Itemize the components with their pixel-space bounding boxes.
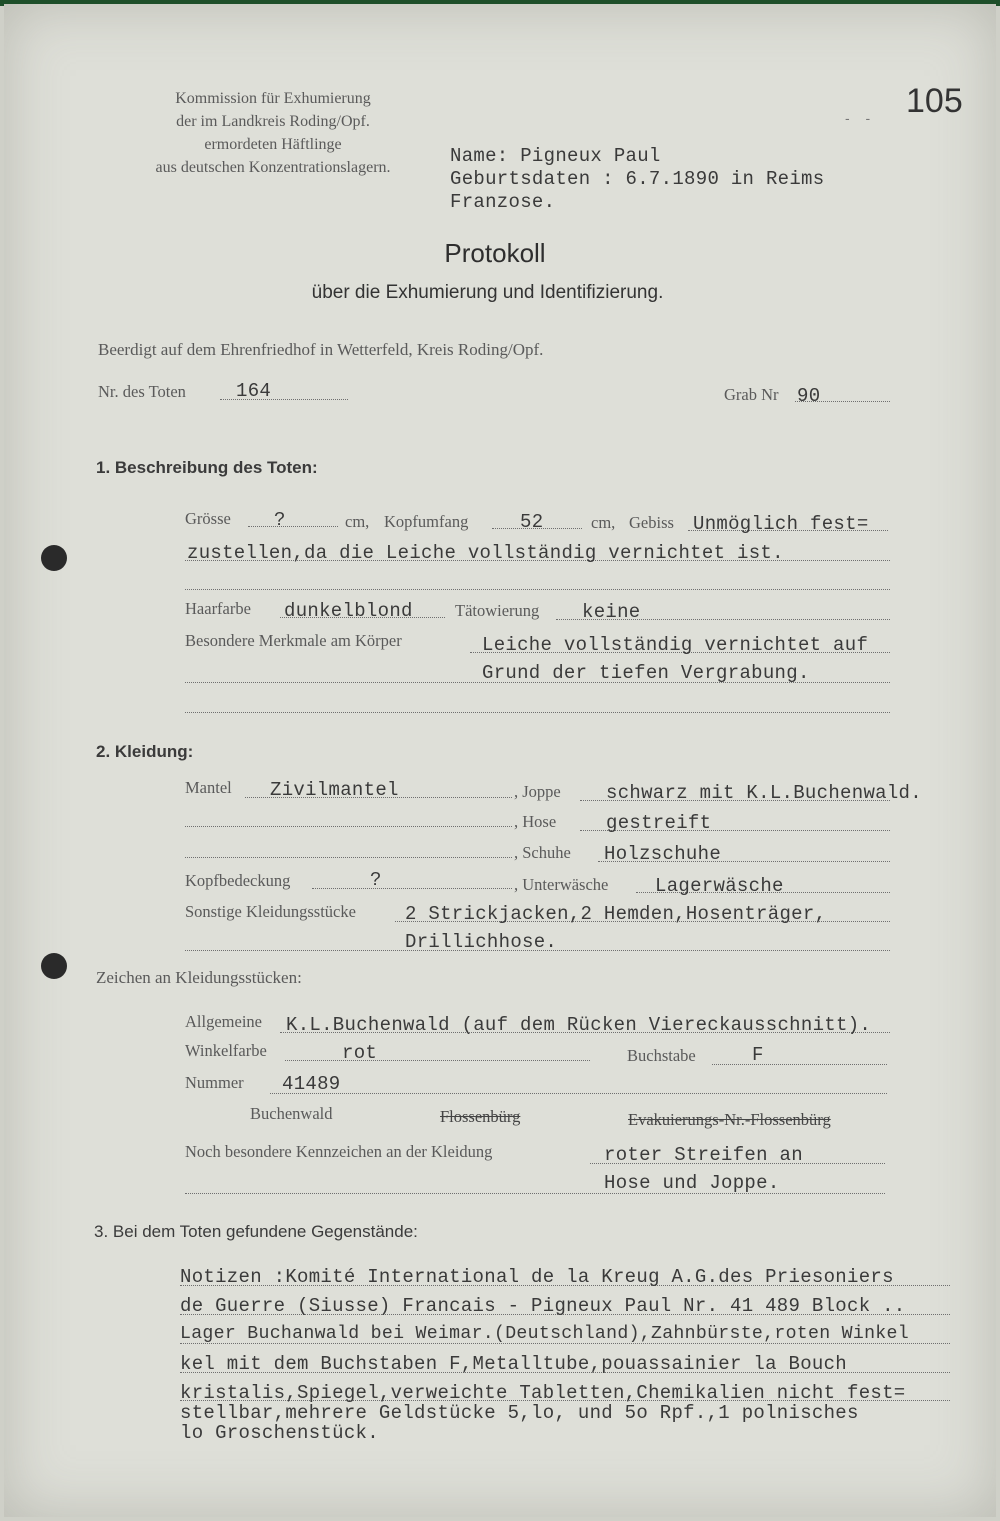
items-text-3: Lager Buchanwald bei Weimar.(Deutschland),Zahnbürste,roten Winkel [180,1324,909,1344]
blank-line-1 [185,589,890,590]
special-marks-value-2: Hose und Joppe. [604,1172,780,1194]
items-text-7: lo Groschenstück. [180,1422,379,1444]
items-text-5: kristalis,Spiegel,verweichte Tabletten,Chemikalien nicht fest= [180,1382,906,1404]
triangle-color-line [285,1060,590,1061]
head-value: 52 [520,511,544,533]
triangle-color-value: rot [342,1042,378,1064]
tattoo-label: Tätowierung [455,601,540,620]
coat-value: Zivilmantel [270,779,399,801]
person-block [450,145,824,214]
number-label: Nummer [185,1073,244,1092]
marks-label: Besondere Merkmale am Körper [185,631,402,650]
other-clothes-label: Sonstige Kleidungsstücke [185,902,356,921]
section-3-heading: 3. Bei dem Toten gefundene Gegenstände: [94,1222,418,1241]
commission-line-2: der im Landkreis Roding/Opf. [176,113,370,130]
items-text-2: de Guerre (Siusse) Francais - Pigneux Paul Nr. 41 489 Block .. [180,1295,906,1317]
blank-line-2 [185,712,890,713]
other-clothes-value-1: 2 Strickjacken,2 Hemden,Hosenträger, [405,903,827,925]
head-label: Kopfumfang [384,512,469,531]
page-title: Protokoll [444,238,546,268]
triangle-color-label: Winkelfarbe [185,1041,267,1060]
clothing-marks-heading: Zeichen an Kleidungsstücken: [96,968,302,987]
hair-label: Haarfarbe [185,599,251,618]
person-name: Name: Pigneux Paul [450,145,661,167]
commission-line-1: Kommission für Exhumierung [175,90,371,107]
page-number: 105 [906,82,963,120]
headwear-label: Kopfbedeckung [185,871,291,890]
hair-value: dunkelblond [284,600,413,622]
dead-no-value: 164 [236,380,272,402]
items-text-6: stellbar,mehrere Geldstücke 5,lo, und 5o Rpf.,1 polnisches [180,1402,859,1424]
number-value: 41489 [282,1073,341,1095]
person-nationality: Franzose. [450,191,556,213]
other-clothes-value-2: Drillichhose. [405,931,558,953]
items-text-1: Notizen :Komité International de la Kreug A.G.des Priesoniers [180,1266,894,1288]
punch-hole-upper [41,545,67,571]
teeth-label: Gebiss [629,513,674,532]
headwear-line [312,888,512,889]
cm-unit-2: cm, [591,513,616,532]
general-mark-label: Allgemeine [185,1012,262,1031]
grave-value: 90 [797,385,821,407]
section-1-heading: 1. Beschreibung des Toten: [96,458,318,477]
size-label: Grösse [185,509,231,528]
special-marks-line-2 [185,1193,885,1194]
section-2-heading: 2. Kleidung: [96,742,194,761]
page-subtitle: über die Exhumierung und Identifizierung. [311,282,664,303]
commission-line-4: aus deutschen Konzentrationslagern. [155,159,391,176]
special-marks-label: Noch besondere Kennzeichen an der Kleidung [185,1142,493,1161]
camp-label: Buchenwald [250,1104,333,1123]
size-value: ? [274,509,286,531]
cm-unit-1: cm, [345,512,370,531]
dead-no-label: Nr. des Toten [98,382,186,401]
grave-label: Grab Nr [724,385,779,404]
jacket-label: , Joppe [514,782,561,801]
size-line [248,526,338,527]
special-marks-value-1: roter Streifen an [604,1144,803,1166]
headwear-value: ? [370,869,382,891]
shoes-value: Holzschuhe [604,843,722,865]
underwear-label: , Unterwäsche [514,875,609,894]
jacket-value: schwarz mit K.L.Buchenwald. [606,782,922,804]
punch-hole-lower [41,953,67,979]
letter-label: Buchstabe [627,1046,696,1065]
burial-line: Beerdigt auf dem Ehrenfriedhof in Wetterfeld, Kreis Roding/Opf. [98,340,544,359]
marks-value-1: Leiche vollständig vernichtet auf [482,634,869,656]
commission-block [118,87,428,179]
person-birth: Geburtsdaten : 6.7.1890 in Reims [450,168,825,190]
shoes-blank [185,857,512,858]
items-text-4: kel mit dem Buchstaben F,Metalltube,pouassainier la Bouch [180,1353,848,1375]
trousers-value: gestreift [606,812,712,834]
tattoo-value: keine [582,601,641,623]
evacuation-no-struck: Evakuierungs-Nr.-Flossenbürg [628,1110,831,1129]
number-line [270,1093,887,1094]
letter-value: F [752,1044,764,1066]
flossenburg-struck: Flossenbürg [440,1107,521,1126]
coat-label: Mantel [185,778,232,797]
teeth-value-2: zustellen,da die Leiche vollständig vernichtet ist. [187,542,784,564]
trousers-label: , Hose [514,812,557,831]
general-mark-value: K.L.Buchenwald (auf dem Rücken Viereckausschnitt). [286,1014,872,1036]
underwear-value: Lagerwäsche [655,875,784,897]
trousers-blank [185,826,512,827]
page-number-dashes: - - [845,110,877,126]
teeth-value-1: Unmöglich fest= [693,513,869,535]
letter-line [712,1064,887,1065]
commission-line-3: ermordeten Häftlinge [204,136,342,153]
marks-value-2: Grund der tiefen Vergrabung. [482,662,810,684]
shoes-label: , Schuhe [514,843,571,862]
